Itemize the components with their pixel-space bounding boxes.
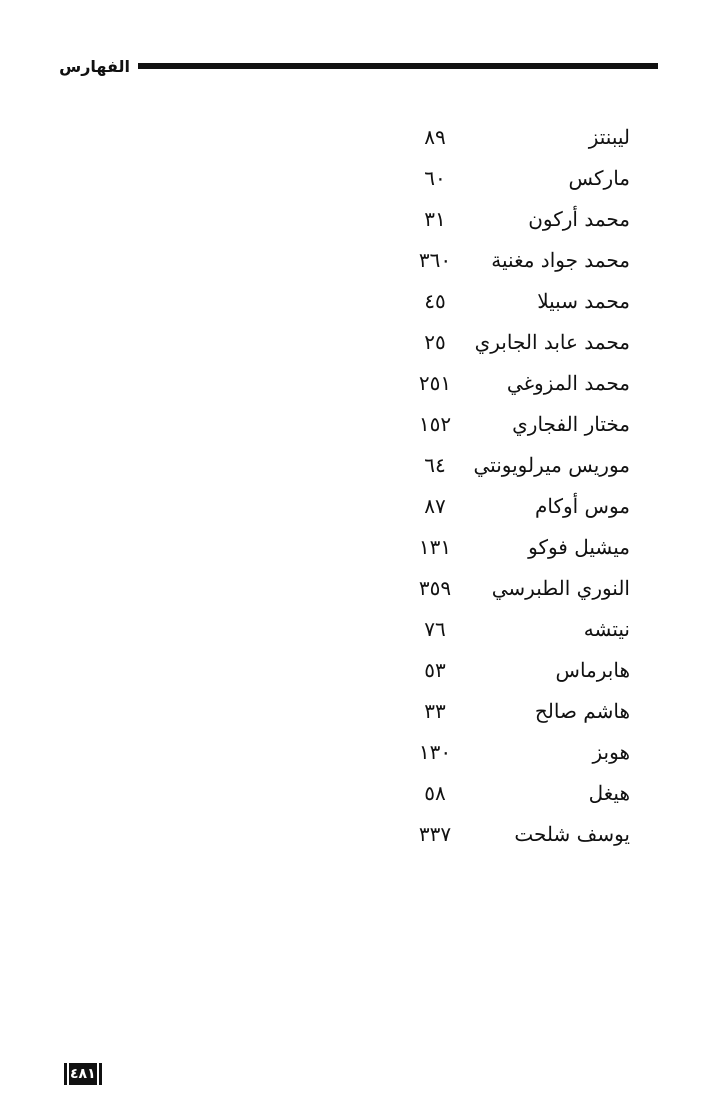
entry-page-number: ٧٦ (424, 617, 446, 641)
entry-name: موريس ميرلويونتي (473, 453, 630, 477)
entry-page-number: ٣٣٧ (418, 822, 452, 846)
entry-page-number: ٢٥ (424, 330, 446, 354)
index-entry (360, 774, 640, 815)
index-entry (360, 405, 640, 446)
index-entry (360, 323, 640, 364)
entry-name: هوبز (592, 740, 630, 764)
entry-name: محمد المزوغي (506, 371, 630, 395)
entry-name: ميشيل فوكو (528, 535, 630, 559)
entry-page-number: ٤٥ (424, 289, 446, 313)
index-entry (360, 733, 640, 774)
index-entry (360, 815, 640, 856)
entry-page-number: ١٣٠ (418, 740, 452, 764)
entry-page-number: ١٥٢ (418, 412, 452, 436)
entry-page-number: ٥٨ (424, 781, 446, 805)
entry-page-number: ٥٣ (424, 658, 446, 682)
entry-name: نيتشه (583, 617, 630, 641)
entry-name: هابرماس (555, 658, 630, 682)
entry-name: محمد أركون (528, 207, 630, 231)
index-entry (360, 200, 640, 241)
index-entry (360, 651, 640, 692)
entry-name: ماركس (568, 166, 630, 190)
index-entry (360, 692, 640, 733)
entry-name: محمد جواد مغنية (491, 248, 630, 272)
entry-page-number: ٢٥١ (418, 371, 452, 395)
entry-name: محمد عابد الجابري (474, 330, 630, 354)
entry-name: هاشم صالح (534, 699, 630, 723)
entry-name: مختار الفجاري (512, 412, 630, 436)
entry-page-number: ٣١ (424, 207, 446, 231)
index-entry (360, 364, 640, 405)
index-entry (360, 446, 640, 487)
entry-name: يوسف شلحت (514, 822, 630, 846)
index-entry (360, 159, 640, 200)
entry-page-number: ١٣١ (418, 535, 452, 559)
section-title: الفهارس (59, 57, 130, 76)
entry-page-number: ٣٦٠ (418, 248, 452, 272)
index-entry (360, 528, 640, 569)
entry-page-number: ٣٥٩ (418, 576, 452, 600)
entry-name: محمد سبيلا (537, 289, 630, 313)
index-entry (360, 487, 640, 528)
entry-name: النوري الطبرسي (491, 576, 630, 600)
index-entry (360, 241, 640, 282)
entry-page-number: ٦٤ (424, 453, 446, 477)
entry-page-number: ٦٠ (424, 166, 446, 190)
entry-page-number: ٨٧ (424, 494, 446, 518)
page-number: ٤٨١ (64, 1063, 102, 1085)
header-rule (138, 63, 658, 69)
entry-page-number: ٣٣ (424, 699, 446, 723)
index-entry (360, 610, 640, 651)
entry-name: ليبنتز (588, 125, 630, 149)
index-entry (360, 569, 640, 610)
entry-name: موس أوكام (534, 494, 630, 518)
entry-name: هيغل (588, 781, 630, 805)
entry-page-number: ٨٩ (424, 125, 446, 149)
index-entry (360, 282, 640, 323)
index-entry (360, 118, 640, 159)
index-list (360, 118, 640, 856)
